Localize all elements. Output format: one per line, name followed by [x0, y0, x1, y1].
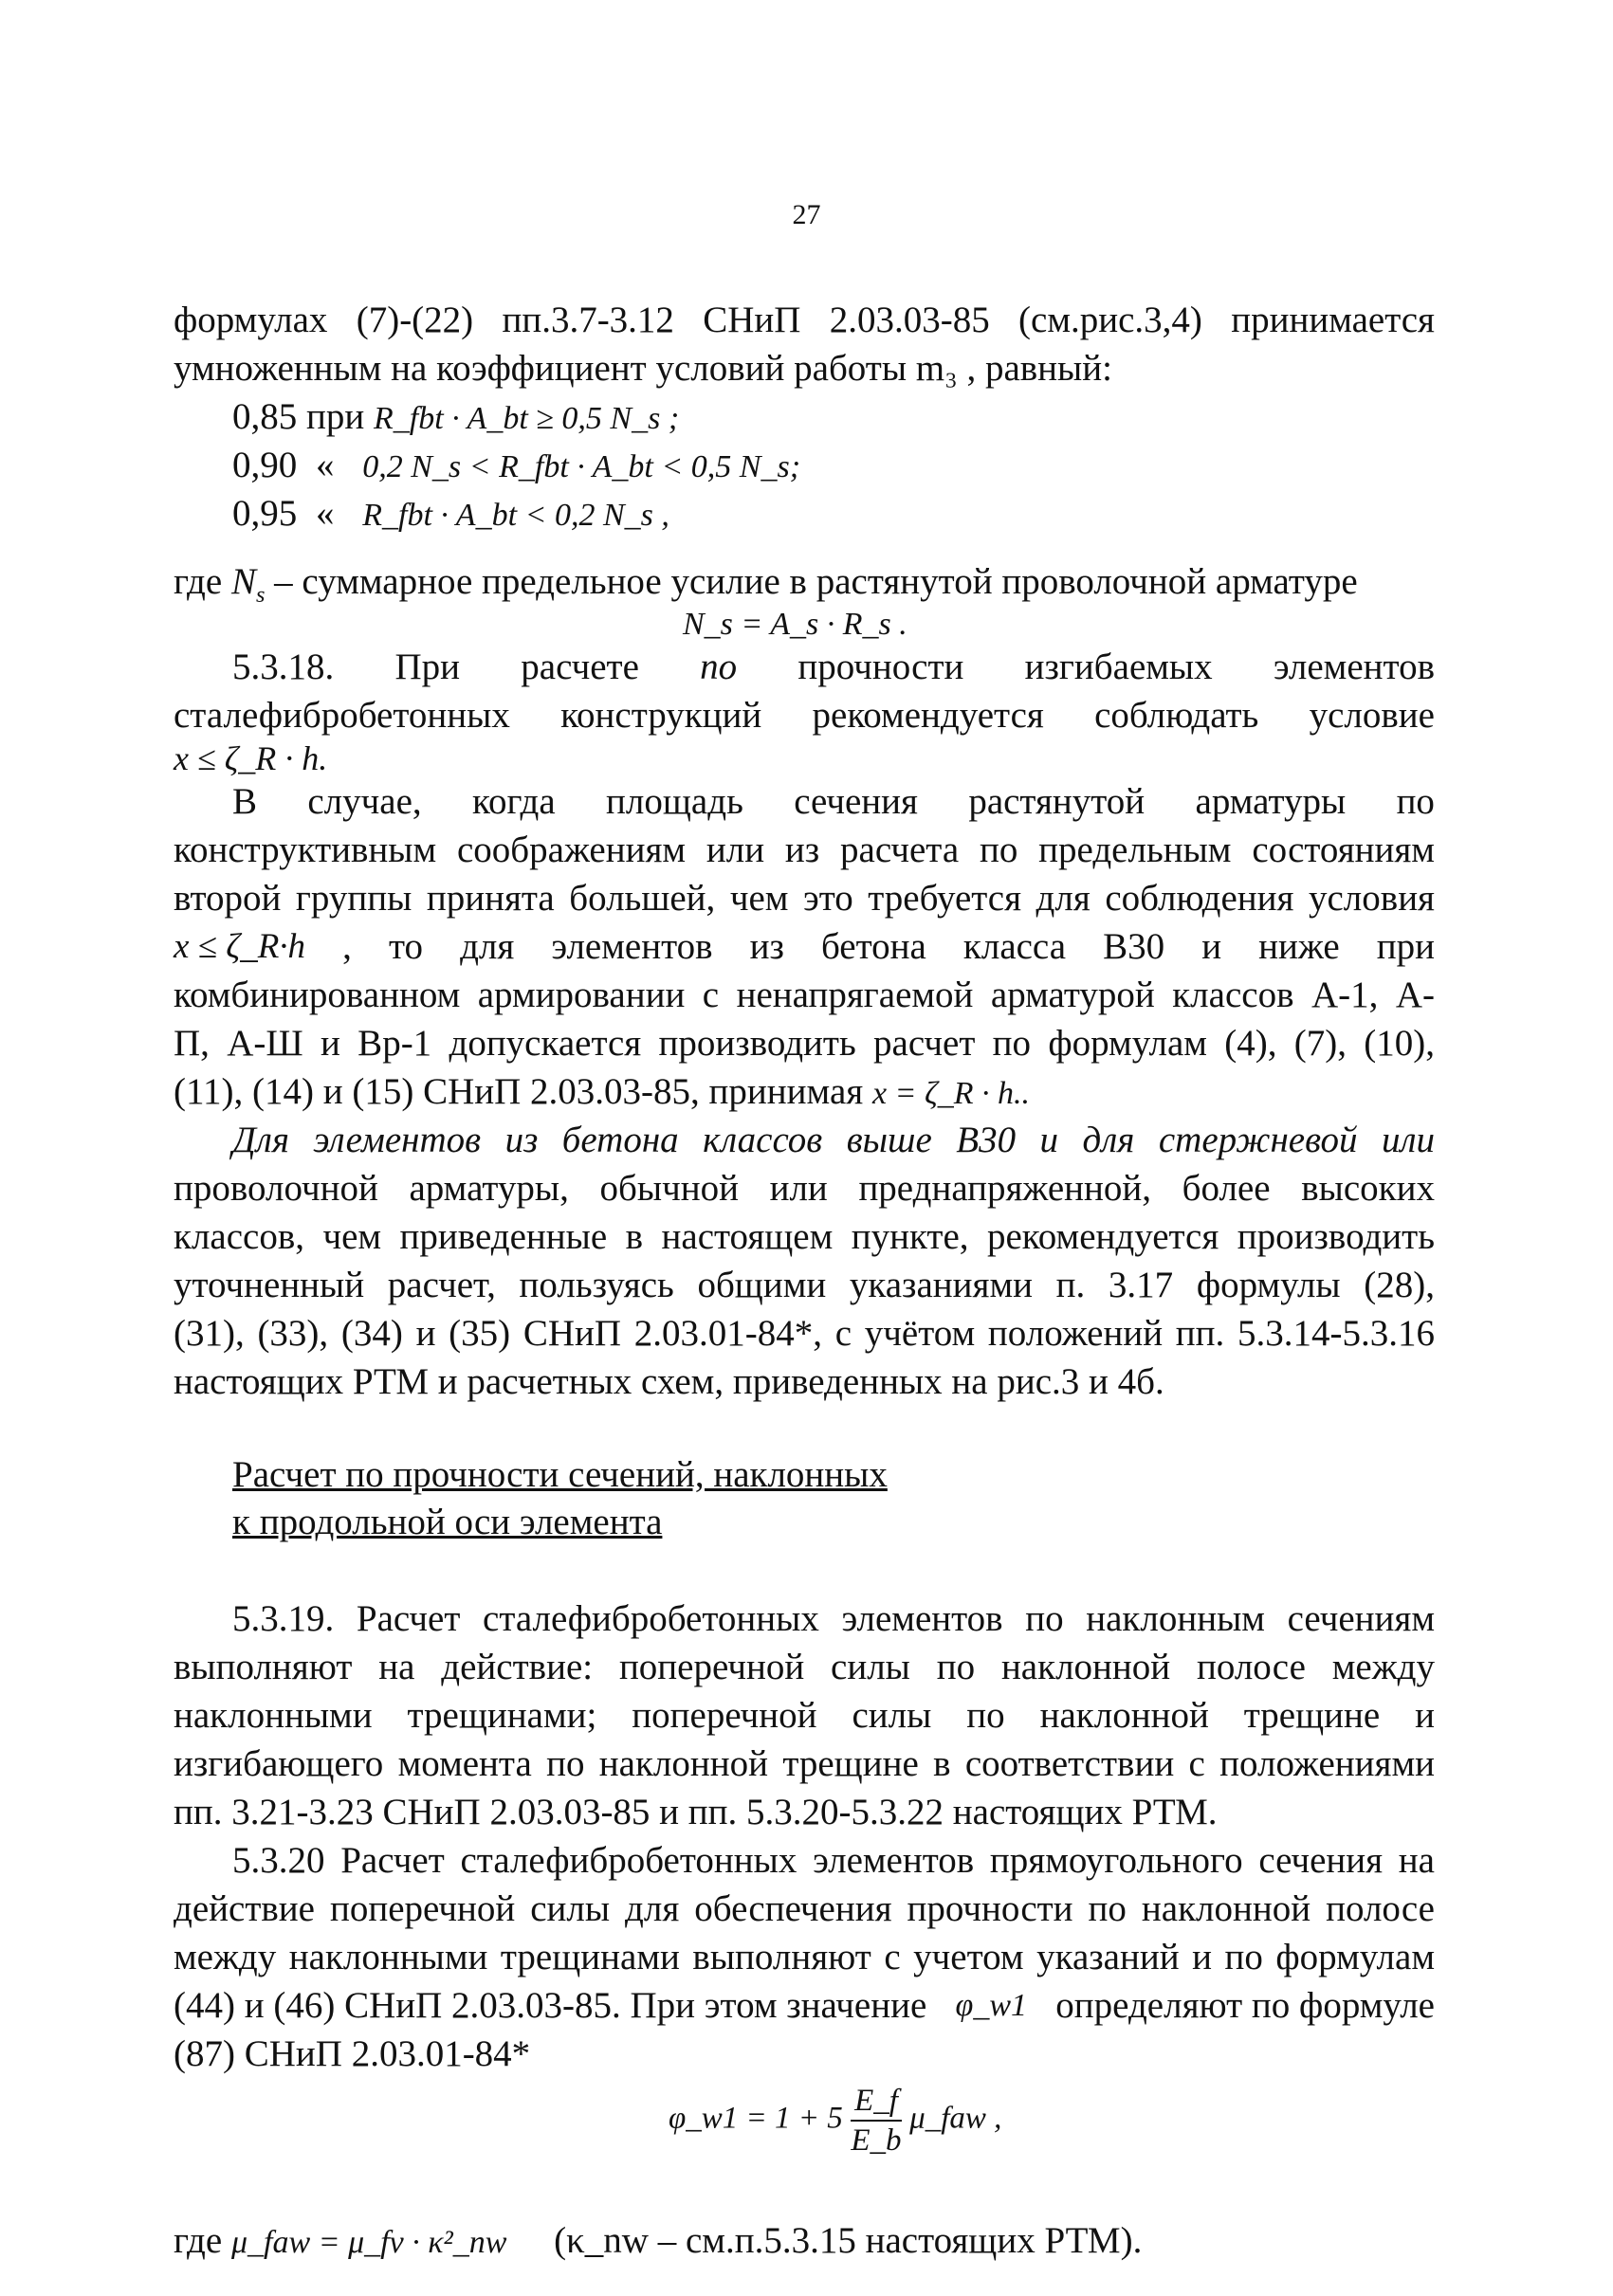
word: расчете [521, 647, 639, 687]
word: элементов [1273, 647, 1435, 687]
ns-formula: N_s = A_s · R_s . [683, 607, 907, 642]
text-line: проволочной арматуры, обычной или преднапряженной, более высоких [174, 1168, 1435, 1209]
phi-formula [669, 2082, 1001, 2159]
word: При [394, 647, 461, 687]
condition-row [232, 441, 1494, 491]
condition-formula: R_fbt · A_bt < 0,2 N_s , [362, 498, 669, 533]
inline-formula: μ_faw = μ_fv · κ²_nw [230, 2225, 507, 2260]
word: соблюдать [1094, 695, 1259, 736]
text-line [174, 2216, 1435, 2267]
section-heading: к продольной оси элемента [232, 1502, 663, 1542]
word: по [1396, 781, 1435, 822]
definition-lead: где [174, 561, 223, 602]
condition-coef: 0,95 [232, 493, 298, 534]
text-line: формулах (7)-(22) пп.3.7-3.12 СНиП 2.03.03-85 (см.рис.3,4) принимается [174, 300, 1435, 340]
word: рекомендуется [812, 695, 1044, 736]
word: арматуры [1195, 781, 1347, 822]
condition-row [232, 392, 1494, 443]
text-line: (87) СНиП 2.03.01-84* [174, 2033, 531, 2074]
word: прочности [797, 647, 964, 687]
text-line: настоящих РТМ и расчетных схем, приведенных на рис.3 и 4б. [174, 1361, 1164, 1402]
condition-formula: x ≤ ζ_R · h. [174, 739, 328, 777]
word: то [388, 926, 423, 967]
text-line: наклонными трещинами; поперечной силы по наклонной трещине и [174, 1695, 1435, 1736]
text-line: действие поперечной силы для обеспечения прочности по наклонной полосе [174, 1888, 1435, 1929]
text-line: пп. 3.21-3.23 СНиП 2.03.03-85 и пп. 5.3.20-5.3.22 настоящих РТМ. [174, 1792, 1218, 1832]
formula-rhs: μ_faw , [909, 2101, 1002, 2136]
word: ниже [1258, 926, 1340, 967]
text-line: классов, чем приведенные в настоящем пункте, рекомендуется производить [174, 1216, 1435, 1257]
text-line: конструктивным соображениям или из расчета по предельным состояниям [174, 829, 1435, 870]
fraction [851, 2082, 902, 2159]
word: , [342, 926, 352, 967]
word: сечения [794, 781, 918, 822]
word: конструкций [560, 695, 762, 736]
word: условие [1309, 695, 1435, 736]
text-line: выполняют на действие: поперечной силы по наклонной полосе между [174, 1647, 1435, 1687]
word: случае, [307, 781, 422, 822]
text-line [174, 922, 1435, 971]
text-line: (31), (33), (34) и (35) СНиП 2.03.01-84*, с учётом положений пп. 5.3.14-5.3.16 [174, 1313, 1435, 1354]
text-line: умноженным на коэффициент условий работы m₃ , равный: [174, 348, 1112, 389]
condition-word: « [316, 445, 335, 485]
text-line: изгибающего момента по наклонной трещине в соответствии с положениями [174, 1743, 1435, 1784]
word: площадь [606, 781, 743, 822]
section-heading: Расчет по прочности сечений, наклонных [232, 1454, 888, 1495]
condition-word: при [306, 396, 365, 437]
word: по [700, 647, 738, 687]
symbol-sub: s [255, 581, 266, 608]
word: из [749, 926, 784, 967]
text-line: Для элементов из бетона классов выше В30 и для стержневой или [232, 1120, 1435, 1160]
line-text: (44) и (46) СНиП 2.03.03-85. При этом значение [174, 1985, 927, 2026]
condition-word: « [316, 493, 335, 534]
text-line: между наклонными трещинами выполняют с учетом указаний и по формулам [174, 1937, 1435, 1977]
text-line [174, 691, 1435, 739]
text-line: 5.3.19. Расчет сталефибробетонных элементов по наклонным сечениям [232, 1598, 1435, 1639]
word: класса [962, 926, 1067, 967]
inline-formula: x ≤ ζ_R·h [174, 927, 306, 966]
inline-formula: φ_w1 [955, 1988, 1028, 2023]
word: растянутой [968, 781, 1146, 822]
word: бетона [820, 926, 926, 967]
formula-lhs: φ_w1 = 1 + 5 [669, 2101, 843, 2136]
word: В30 [1103, 926, 1165, 967]
definition-text: – суммарное предельное усилие в растянутой проволочной арматуре [274, 561, 1358, 602]
fraction-numerator: E_f [851, 2082, 902, 2122]
text-line: 5.3.20 Расчет сталефибробетонных элементов прямоугольного сечения на [232, 1840, 1435, 1881]
word: и [1201, 926, 1222, 967]
word: когда [472, 781, 556, 822]
text-line: второй группы принята большей, чем это требуется для соблюдения условия [174, 878, 1435, 919]
text-line: П, А-Ш и Вр-1 допускается производить расчет по формулам (4), (7), (10), [174, 1023, 1435, 1064]
word: при [1376, 926, 1435, 967]
text-line [174, 1981, 1435, 2030]
text-line [232, 777, 1435, 826]
text-line [232, 643, 1435, 691]
word: 5.3.18. [232, 647, 335, 687]
condition-formula: R_fbt · A_bt ≥ 0,5 N_s ; [374, 401, 680, 436]
word: элементов [551, 926, 713, 967]
text-line [174, 1067, 1435, 1118]
word: для [460, 926, 515, 967]
condition-coef: 0,90 [232, 445, 298, 485]
text-line: комбинированном армировании с ненапрягаемой арматурой классов А-1, А- [174, 975, 1435, 1015]
line-text: (11), (14) и (15) СНиП 2.03.03-85, принимая [174, 1071, 864, 1112]
word: сталефибробетонных [174, 695, 510, 736]
word: В [232, 781, 258, 822]
line-lead: где [174, 2220, 223, 2261]
symbol-N: N [230, 561, 256, 602]
line-text: определяют по формуле [1055, 1985, 1435, 2026]
inline-formula: x = ζ_R · h.. [871, 1076, 1031, 1111]
page-number: 27 [792, 199, 821, 230]
fraction-denominator: E_b [851, 2123, 902, 2158]
condition-row [232, 489, 1494, 539]
word: изгибаемых [1024, 647, 1213, 687]
condition-formula: 0,2 N_s < R_fbt · A_bt < 0,5 N_s; [362, 449, 801, 484]
text-line: уточненный расчет, пользуясь общими указаниями п. 3.17 формулы (28), [174, 1265, 1435, 1305]
condition-coef: 0,85 [232, 396, 298, 437]
line-text: (κ_nw – см.п.5.3.15 настоящих РТМ). [554, 2220, 1143, 2261]
